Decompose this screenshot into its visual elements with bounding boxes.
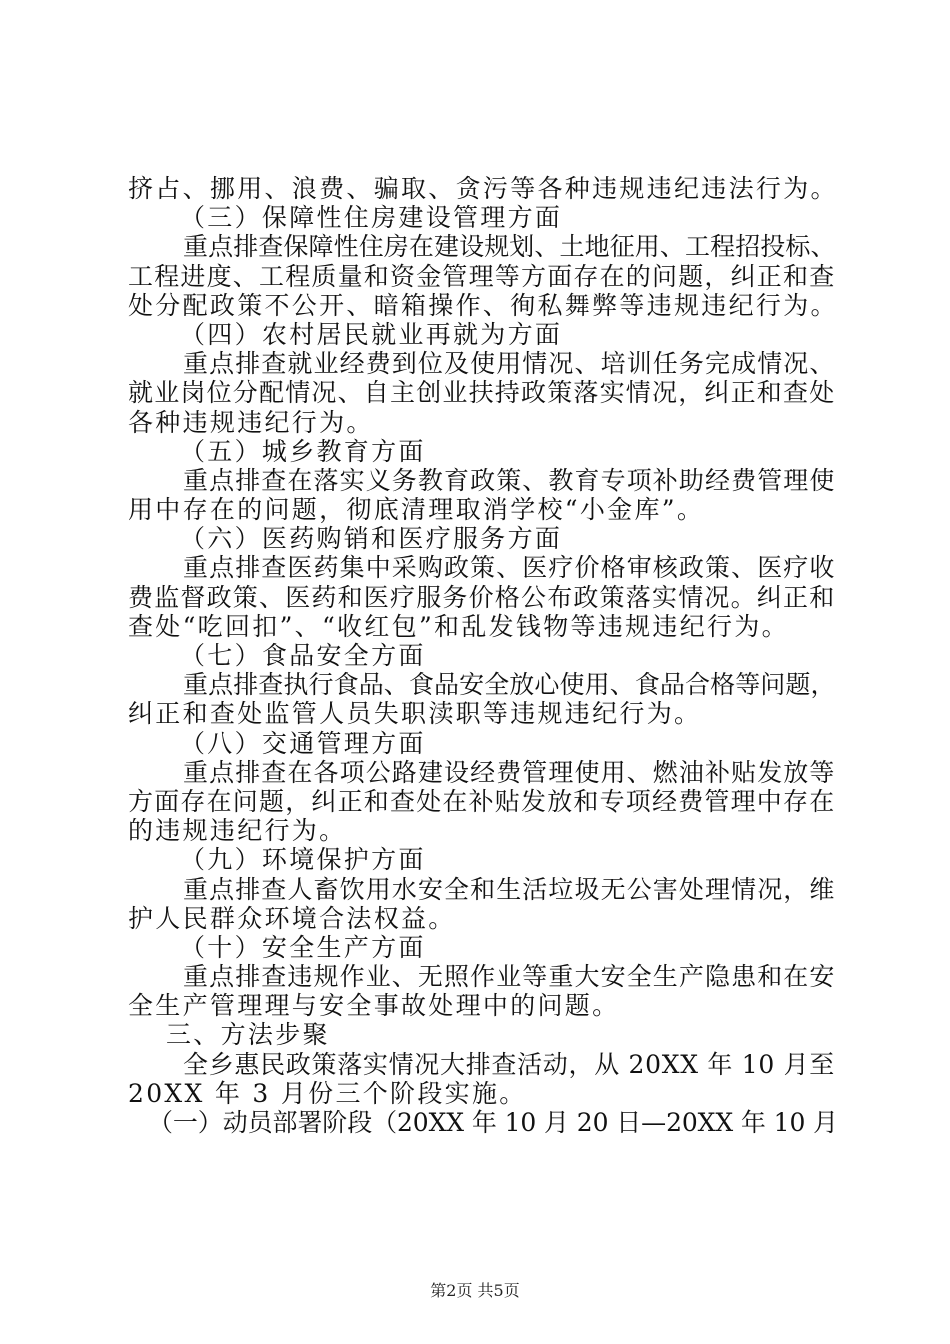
section-heading: （三）保障性住房建设管理方面 bbox=[180, 203, 563, 233]
paragraph-line: 查处“吃回扣”、“收红包”和乱发钱物等违规违纪行为。 bbox=[128, 611, 789, 641]
chapter-heading: 三、方法步聚 bbox=[166, 1020, 330, 1050]
paragraph-line: 重点排查违规作业、无照作业等重大安全生产隐患和在安 bbox=[183, 962, 836, 992]
paragraph-line: 重点排查人畜饮用水安全和生活垃圾无公害处理情况，维 bbox=[183, 874, 836, 904]
paragraph-line: 的违规违纪行为。 bbox=[128, 816, 347, 846]
paragraph-line: 用中存在的问题，彻底清理取消学校“小金库”。 bbox=[128, 495, 705, 525]
section-heading: （六）医药购销和医疗服务方面 bbox=[180, 524, 563, 554]
paragraph-line: 重点排查医药集中采购政策、医疗价格审核政策、医疗收 bbox=[183, 553, 836, 583]
paragraph-line: 纠正和查处监管人员失职渎职等违规违纪行为。 bbox=[128, 699, 702, 729]
paragraph-line: 处分配政策不公开、暗箱操作、徇私舞弊等违规违纪行为。 bbox=[128, 290, 838, 320]
paragraph-line: 20XX 年 3 月份三个阶段实施。 bbox=[128, 1078, 527, 1108]
section-heading: （一）动员部署阶段（20XX 年 10 月 20 日—20XX 年 10 月 bbox=[148, 1108, 839, 1137]
paragraph-line: 各种违规违纪行为。 bbox=[128, 407, 374, 437]
paragraph-line: 全乡惠民政策落实情况大排查活动，从 20XX 年 10 月至 bbox=[183, 1049, 836, 1079]
section-heading: （十）安全生产方面 bbox=[180, 932, 426, 962]
paragraph-line: 护人民群众环境合法权益。 bbox=[128, 903, 456, 933]
paragraph-line: 费监督政策、医药和医疗服务价格公布政策落实情况。纠正和 bbox=[128, 582, 836, 612]
section-heading: （四）农村居民就业再就为方面 bbox=[180, 319, 563, 349]
paragraph-line: 重点排查就业经费到位及使用情况、培训任务完成情况、 bbox=[183, 349, 836, 379]
section-heading: （五）城乡教育方面 bbox=[180, 436, 426, 466]
paragraph-line: 挤占、挪用、浪费、骗取、贪污等各种违规违纪违法行为。 bbox=[128, 174, 838, 203]
document-body bbox=[128, 174, 838, 1137]
paragraph-line: 重点排查保障性住房在建设规划、土地征用、工程招投标、 bbox=[183, 232, 836, 262]
paragraph-line: 就业岗位分配情况、自主创业扶持政策落实情况，纠正和查处 bbox=[128, 378, 836, 408]
paragraph-line: 重点排查在各项公路建设经费管理使用、燃油补贴发放等 bbox=[183, 757, 836, 787]
paragraph-line: 工程进度、工程质量和资金管理等方面存在的问题，纠正和查 bbox=[128, 261, 836, 291]
section-heading: （九）环境保护方面 bbox=[180, 845, 426, 875]
paragraph-line: 重点排查在落实义务教育政策、教育专项补助经费管理使 bbox=[183, 465, 836, 495]
paragraph-line: 方面存在问题，纠正和查处在补贴发放和专项经费管理中存在 bbox=[128, 786, 836, 816]
paragraph-line: 全生产管理理与安全事故处理中的问题。 bbox=[128, 991, 620, 1021]
page-number-footer: 第2页 共5页 bbox=[430, 1281, 520, 1300]
paragraph-line: 重点排查执行食品、食品安全放心使用、食品合格等问题， bbox=[183, 670, 836, 700]
section-heading: （七）食品安全方面 bbox=[180, 641, 426, 670]
section-heading: （八）交通管理方面 bbox=[180, 728, 426, 758]
